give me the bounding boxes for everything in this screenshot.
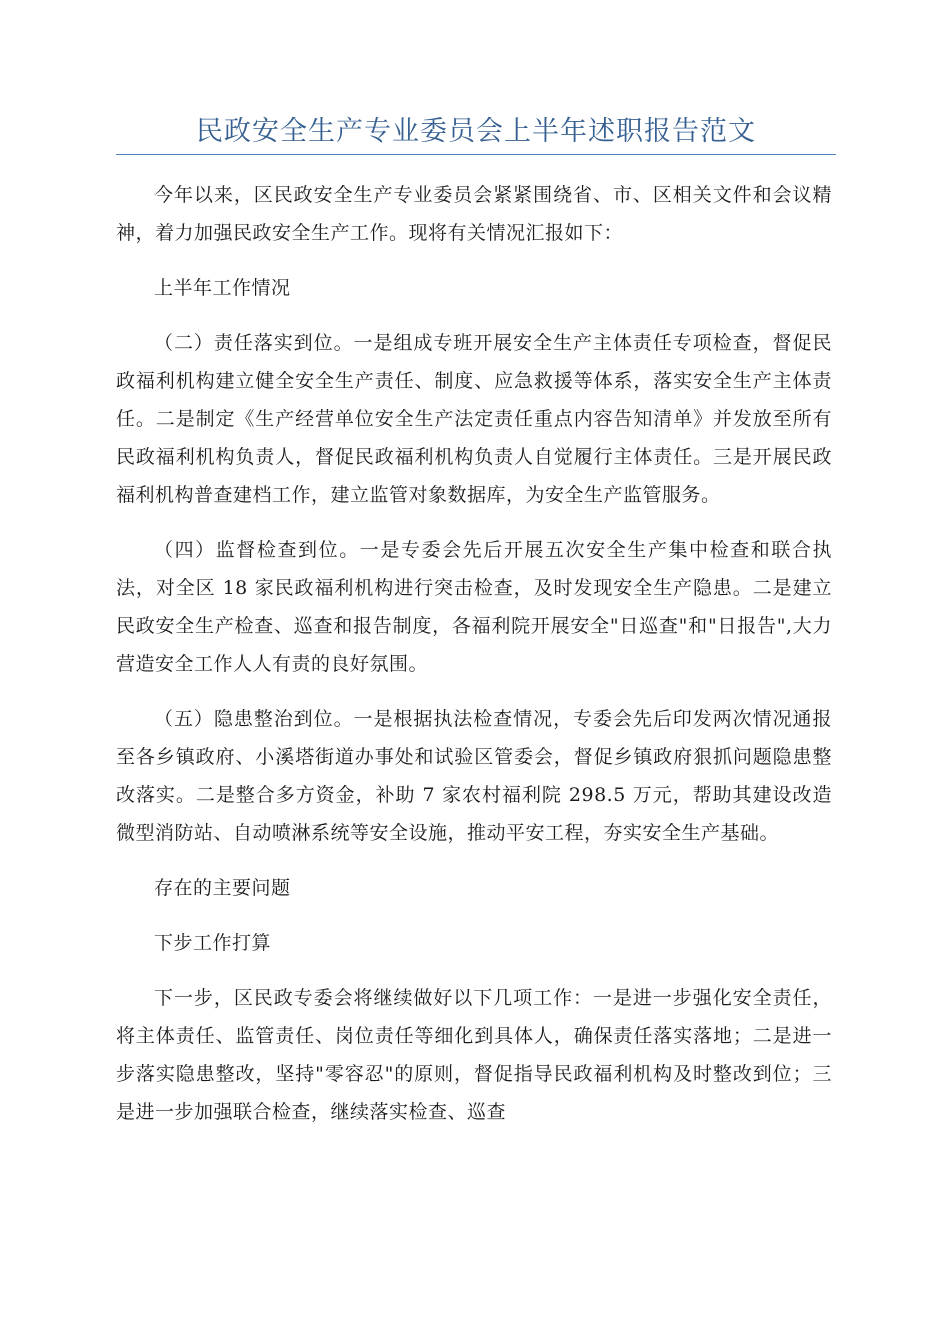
section-heading-problems: 存在的主要问题 <box>154 877 291 899</box>
document-title: 民政安全生产专业委员会上半年述职报告范文 <box>196 116 756 147</box>
section-heading-first-half: 上半年工作情况 <box>154 277 291 299</box>
hazard-paragraph: （五）隐患整治到位。一是根据执法检查情况，专委会先后印发两次情况通报至各乡镇政府、小溪塔街道办事处和试验区管委会，督促乡镇政府狠抓问题隐患整改落实。二是整合多方资金，补助 7 家农村福利院 298.5 万元，帮助其建设改造微型消防站、自动喷淋系统等安全设施，推动平安工程，夯实安全生产基础。 <box>116 708 832 844</box>
inspection-paragraph: （四）监督检查到位。一是专委会先后开展五次安全生产集中检查和联合执法，对全区 18 家民政福利机构进行突击检查，及时发现安全生产隐患。二是建立民政安全生产检查、巡查和报告制度，各福利院开展安全"日巡查"和"日报告",大力营造安全工作人人有责的良好氛围。 <box>116 539 832 675</box>
section-heading-next-steps: 下步工作打算 <box>154 932 272 954</box>
intro-paragraph: 今年以来，区民政安全生产专业委员会紧紧围绕省、市、区相关文件和会议精神，着力加强民政安全生产工作。现将有关情况汇报如下： <box>116 184 832 244</box>
title-underline <box>116 154 836 155</box>
document-body <box>116 176 832 1148</box>
responsibility-paragraph: （二）责任落实到位。一是组成专班开展安全生产主体责任专项检查，督促民政福利机构建立健全安全生产责任、制度、应急救援等体系，落实安全生产主体责任。二是制定《生产经营单位安全生产法定责任重点内容告知清单》并发放至所有民政福利机构负责人，督促民政福利机构负责人自觉履行主体责任。三是开展民政福利机构普查建档工作，建立监管对象数据库，为安全生产监管服务。 <box>116 332 832 506</box>
next-steps-paragraph: 下一步，区民政专委会将继续做好以下几项工作：一是进一步强化安全责任，将主体责任、监管责任、岗位责任等细化到具体人，确保责任落实落地；二是进一步落实隐患整改，坚持"零容忍"的原则，督促指导民政福利机构及时整改到位；三是进一步加强联合检查，继续落实检查、巡查 <box>116 987 832 1123</box>
